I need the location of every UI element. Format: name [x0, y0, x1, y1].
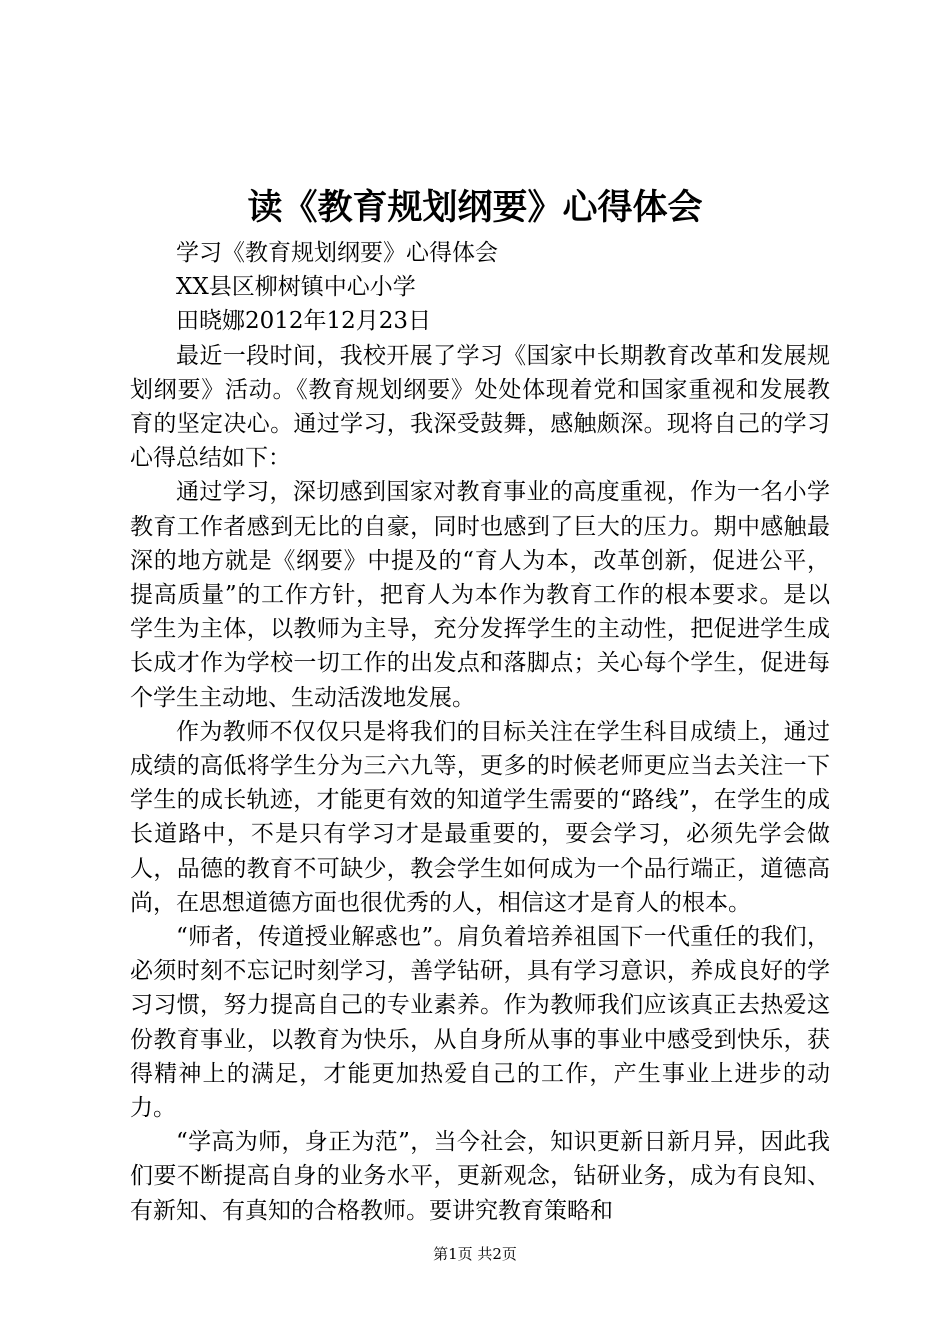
body-paragraph: 最近一段时间，我校开展了学习《国家中长期教育改革和发展规划纲要》活动。《教育规划纲要》处处体现着党和国家重视和发展教育的坚定决心。通过学习，我深受鼓舞，感触颇深。现将自己的学习心得总结如下：: [130, 342, 830, 472]
body-paragraph: “学高为师，身正为范”，当今社会，知识更新日新月异，因此我们要不断提高自身的业务水平，更新观念，钻研业务，成为有良知、有新知、有真知的合格教师。要讲究教育策略和: [130, 1129, 830, 1224]
document-title: 读《教育规划纲要》心得体会: [247, 187, 703, 228]
author-date-line: 田晓娜2012年12月23日: [176, 308, 432, 335]
body-paragraph: 作为教师不仅仅只是将我们的目标关注在学生科目成绩上，通过成绩的高低将学生分为三六九等，更多的时候老师更应当去关注一下学生的成长轨迹，才能更有效的知道学生需要的“路线”，在学生的成长道路中，不是只有学习才是最重要的，要会学习，必须先学会做人，品德的教育不可缺少，教会学生如何成为一个品行端正，道德高尚，在思想道德方面也很优秀的人，相信这才是育人的根本。: [130, 718, 830, 916]
subtitle-line: 学习《教育规划纲要》心得体会: [176, 240, 498, 266]
document-body: [130, 236, 830, 1228]
body-paragraph: 通过学习，深切感到国家对教育事业的高度重视，作为一名小学教育工作者感到无比的自豪，同时也感到了巨大的压力。期中感触最深的地方就是《纲要》中提及的“育人为本，改革创新，促进公平，提高质量”的工作方针，把育人为本作为教育工作的根本要求。是以学生为主体，以教师为主导，充分发挥学生的主动性，把促进学生成长成才作为学校一切工作的出发点和落脚点；关心每个学生，促进每个学生主动地、生动活泼地发展。: [130, 479, 830, 711]
page-number-footer: 第1页 共2页: [433, 1245, 517, 1263]
school-name-line: XX县区柳树镇中心小学: [176, 274, 416, 301]
body-paragraph: “师者，传道授业解惑也”。肩负着培养祖国下一代重任的我们，必须时刻不忘记时刻学习，善学钻研，具有学习意识，养成良好的学习习惯，努力提高自己的专业素养。作为教师我们应该真正去热爱这份教育事业，以教育为快乐，从自身所从事的事业中感受到快乐，获得精神上的满足，才能更加热爱自己的工作，产生事业上进步的动力。: [130, 924, 830, 1122]
